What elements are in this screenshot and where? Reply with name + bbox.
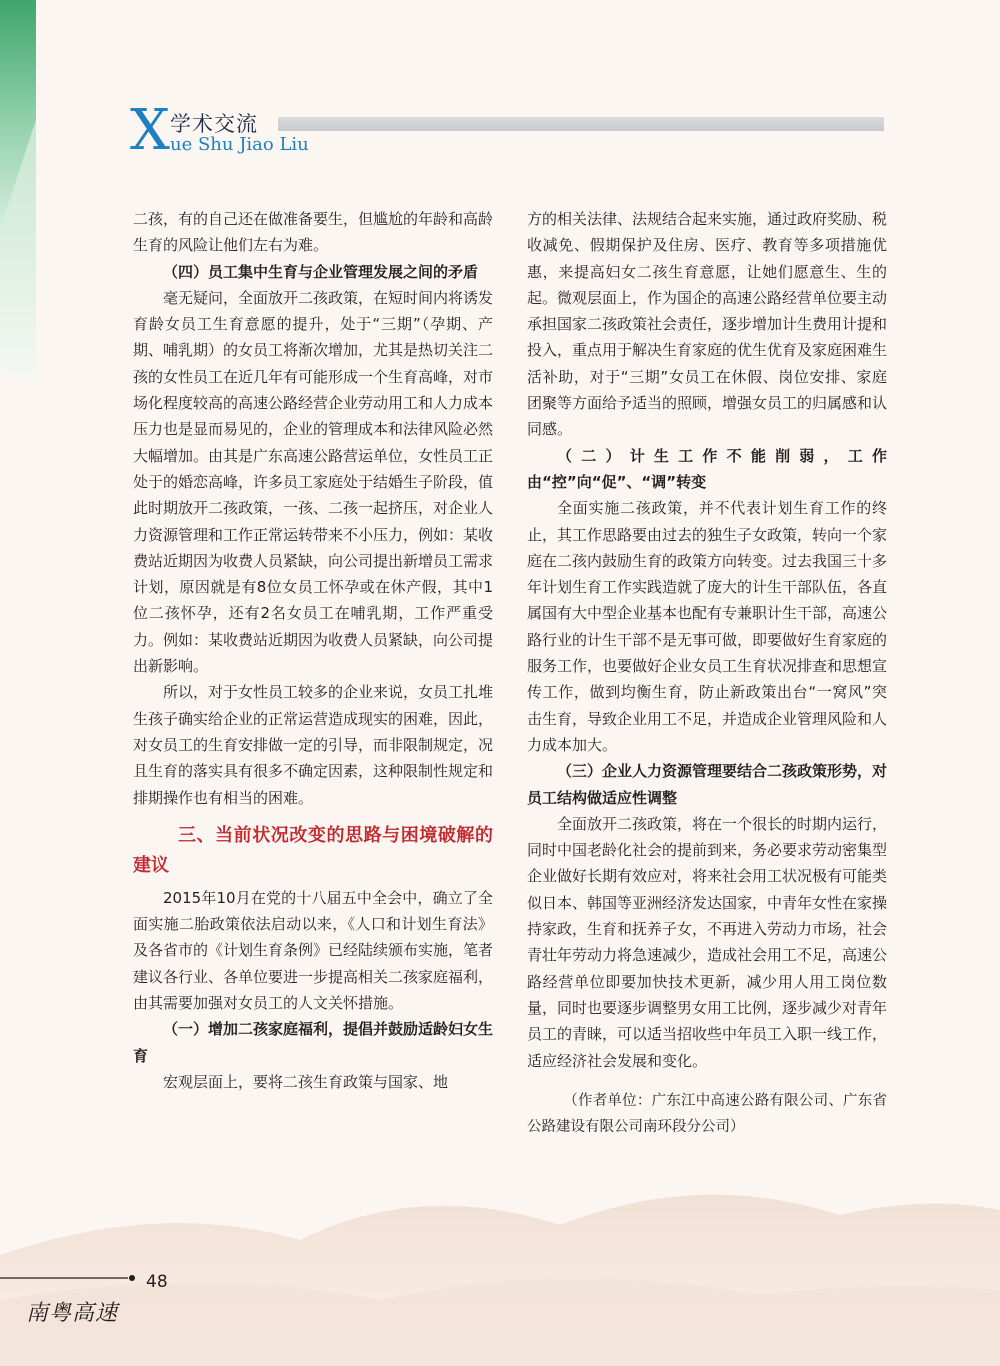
left-column: [133, 206, 493, 1095]
paragraph: 宏观层面上，要将二孩生育政策与国家、地: [163, 1072, 449, 1091]
paragraph: 全面放开二孩政策，将在一个很长的时期内运行，同时中国老龄化社会的提前到来，务必要求劳动密集型企业做好长期有效应对，将来社会用工状况极有可能类似日本、韩国等亚洲经济发达国家，中青年女性在家操持家政，生育和抚养子女，不再进入劳动力市场，社会青壮年劳动力将急速减少，造成社会用工不足，高速公路经营单位即要加快技术更新，减少用人用工岗位数量，同时也要逐步调整男女用工比例，逐步减少对青年员工的青睐，可以适当招收些中年员工入职一线工作，适应经济社会发展和变化。: [527, 814, 888, 1070]
paragraph: 毫无疑问，全面放开二孩政策，在短时间内将诱发育龄女员工生育意愿的提升，处于“三期”（孕期、产期、哺乳期）的女员工将渐次增加，尤其是热切关注二孩的女性员工在近几年有可能形成一个生育高峰，对市场化程度较高的高速公路经营企业劳动用工和人力成本压力也是显而易见的，企业的管理成本和法律风险必然大幅增加。由其是广东高速公路营运单位，女性员工正处于的婚恋高峰，许多员工家庭处于结婚生子阶段，值此时期放开二孩政策，一孩、二孩一起挤压，对企业人力资源管理和工作正常运转带来不小压力，例如：某收费站近期因为收费人员紧缺，向公司提出新增员工需求计划，原因就是有8位女员工怀孕或在休产假，其中1位二孩怀孕，还有2名女员工在哺乳期，工作严重受力。例如：某收费站近期因为收费人员紧缺，向公司提出新影响。: [133, 288, 494, 676]
right-column: [527, 206, 887, 1140]
header-divider-bar: [278, 117, 884, 131]
section-subtitle: ue Shu Jiao Liu: [170, 134, 309, 155]
paragraph: 所以，对于女性员工较多的企业来说，女员工扎堆生孩子确实给企业的正常运营造成现实的困难，因此，对女员工的生育安排做一定的引导，而非限制规定，况且生育的落实具有很多不确定因素，这种限制性规定和排期操作也有相当的困难。: [133, 683, 494, 807]
magazine-logo: 南粤高速: [26, 1301, 119, 1326]
subheading: （四）员工集中生育与企业管理发展之间的矛盾: [163, 262, 479, 281]
subheading: （三）企业人力资源管理要结合二孩政策形势，对员工结构做适应性调整: [527, 762, 888, 807]
paragraph: 全面实施二孩政策，并不代表计划生育工作的终止，其工作思路要由过去的独生子女政策，转向一个家庭在二孩内鼓励生育的政策方向转变。过去我国三十多年计划生育工作实践造就了庞大的计生干部队伍，各直属国有大中型企业基本也配有专兼职计生干部，高速公路行业的计生干部不是无事可做，即要做好生育家庭的服务工作，也要做好企业女员工生育状况排查和思想宣传工作，做到均衡生育，防止新政策出台“一窝风”突击生育，导致企业用工不足，并造成企业管理风险和人力成本加大。: [527, 499, 888, 754]
section-title: 学术交流: [170, 112, 258, 136]
paragraph: 2015年10月在党的十八届五中全会中，确立了全面实施二胎政策依法启动以来，《人口和计划生育法》及各省市的《计划生育条例》已经陆续颁布实施，笔者建议各行业、各单位要进一步提高相关二孩家庭福利，由其需要加强对女员工的人文关怀措施。: [133, 888, 494, 1013]
paragraph: 二孩，有的自己还在做准备要生，但尴尬的年龄和高龄生育的风险让他们左右为难。: [133, 210, 494, 255]
paragraph: 方的相关法律、法规结合起来实施，通过政府奖励、税收减免、假期保护及住房、医疗、教育等多项措施优惠，来提高妇女二孩生育意愿，让她们愿意生、生的起。微观层面上，作为国企的高速公路经营单位要主动承担国家二孩政策社会责任，逐步增加计生费用计提和投入，重点用于解决生育家庭的优生优育及家庭困难生活补助，对于“三期”女员工在休假、岗位安排、家庭团聚等方面给予适当的照顾，增强女员工的归属感和认同感。: [527, 210, 888, 439]
subheading: （一）增加二孩家庭福利，提倡并鼓励适龄妇女生育: [133, 1020, 494, 1065]
author-affiliation: （作者单位：广东江中高速公路有限公司、广东省公路建设有限公司南环段分公司）: [527, 1092, 887, 1136]
page-number: 48: [146, 1272, 168, 1292]
section-heading: 三、当前状况改变的思路与困境破解的建议: [133, 824, 493, 876]
section-initial-letter: X: [130, 98, 170, 163]
subheading: （二）计生工作不能削弱，工作由“控”向“促”、“调”转变: [527, 446, 887, 491]
